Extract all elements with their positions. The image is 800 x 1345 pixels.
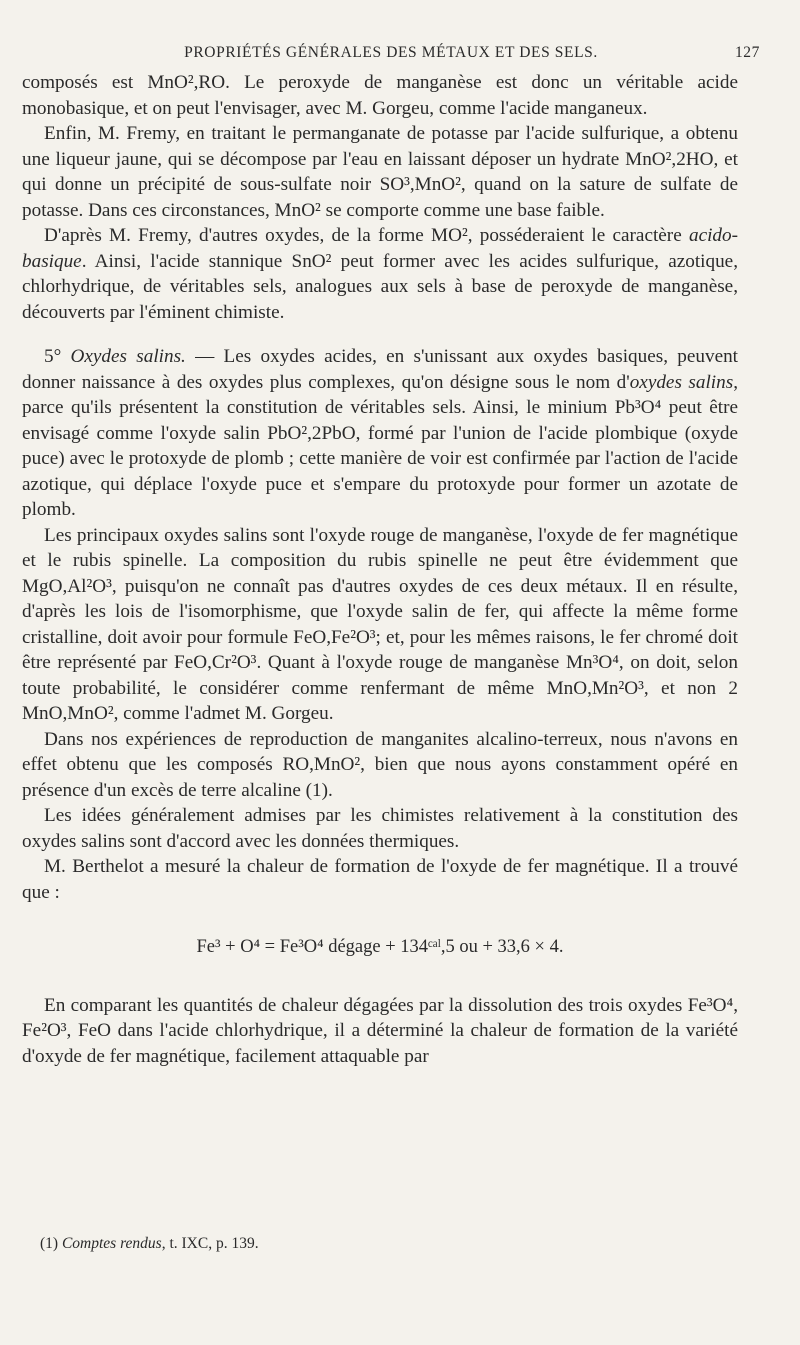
paragraph-3-text-a: D'après M. Fremy, d'autres oxydes, de la forme MO², posséderaient le caractère — [44, 225, 689, 246]
thermochemical-equation: Fe³ + O⁴ = Fe³O⁴ dégage + 134ᶜᵃˡ,5 ou + 33,6 × 4. — [196, 937, 564, 957]
page-number: 127 — [734, 44, 760, 61]
paragraph-8: M. Berthelot a mesuré la chaleur de formation de l'oxyde de fer magnétique. Il a trouvé que : — [22, 856, 738, 903]
paragraph-9: En comparant les quantités de chaleur dégagées par la dissolution des trois oxydes Fe³O⁴, Fe²O³, FeO dans l'acide chlorhydrique, il a déterminé la chaleur de formation de la variété d'oxyde de fer magnétique, facilement attaquable par — [22, 994, 738, 1067]
paragraph-3 — [22, 223, 738, 325]
section-italic-term: oxydes salins — [629, 371, 734, 393]
footnote-source: Comptes rendus — [61, 1235, 162, 1252]
paragraph-3-italic: acido-basique — [22, 225, 738, 272]
paragraph-7: Les idées généralement admises par les chimistes relativement à la constitution des oxydes salins sont d'accord avec les données thermiques. — [22, 805, 738, 852]
paragraph-3-text-b: . Ainsi, l'acide stannique SnO² peut former avec les acides sulfurique, azotique, chlorhydrique, de véritables sels, analogues aux sels à base de peroxyde de manganèse, découverts par l'éminent chimiste. — [22, 250, 738, 323]
paragraph-1: composés est MnO²,RO. Le peroxyde de manganèse est donc un véritable acide monobasique, et on peut l'envisager, avec M. Gorgeu, comme l'acide manganeux. — [22, 72, 738, 119]
footnote — [40, 1235, 259, 1253]
paragraph-6: Dans nos expériences de reproduction de manganites alcalino-terreux, nous n'avons en effet obtenu que les composés RO,MnO², bien que nous ayons constamment opéré en présence d'un excès de terre alcaline (1). — [22, 728, 738, 801]
section-number: 5° — [44, 346, 62, 367]
paragraph-5: Les principaux oxydes salins sont l'oxyde rouge de manganèse, l'oxyde de fer magnétique et le rubis spinelle. La composition du rubis spinelle ne peut être évidemment que MgO,Al²O³, puisqu'on ne connaît pas d'autres oxydes de ces deux métaux. Il en résulte, d'après les lois de l'isomorphisme, que l'oxyde salin de fer, qui affecte la même forme cristalline, doit avoir pour formule FeO,Fe²O³; et, pour les mêmes raisons, le fer chromé doit être représenté par FeO,Cr²O³. Quant à l'oxyde rouge de manganèse Mn³O⁴, on doit, selon toute probabilité, le considérer comme renfermant de même MnO,Mn²O³, et non 2 MnO,MnO², comme l'admet M. Gorgeu. — [22, 524, 738, 724]
section-text-b: , parce qu'ils présentent la constitution de véritables sels. Ainsi, le minium Pb³O⁴ peut être envisagé comme l'oxyde salin PbO²,2PbO, formé par l'union de l'acide plombique (oxyde puce) avec le protoxyde de plomb ; cette manière de voir est confirmée par l'action de l'acide azotique, qui déplace l'oxyde puce et s'empare du protoxyde pour former un azotate de plomb. — [22, 371, 738, 520]
section-title: Oxydes salins. — [70, 346, 186, 367]
footnote-mark: (1) — [40, 1235, 59, 1252]
running-title: PROPRIÉTÉS GÉNÉRALES DES MÉTAUX ET DES SELS. — [184, 44, 598, 61]
main-text — [22, 70, 738, 1069]
section-oxydes-salins — [22, 344, 738, 523]
paragraph-2: Enfin, M. Fremy, en traitant le permanganate de potasse par l'acide sulfurique, a obtenu une liqueur jaune, qui se décompose par l'eau en laissant déposer un hydrate MnO²,2HO, et qui donne un précipité de sous-sulfate noir SO³,MnO², quand on la sature de sulfate de potasse. Dans ces circonstances, MnO² se comporte comme une base faible. — [22, 123, 738, 221]
page-header — [22, 44, 760, 68]
footnote-ref: , t. IXC, p. 139. — [161, 1235, 259, 1252]
section-text-a: — Les oxydes acides, en s'unissant aux oxydes basiques, peuvent donner naissance à des oxydes plus complexes, qu'on désigne sous le nom d' — [22, 346, 739, 393]
